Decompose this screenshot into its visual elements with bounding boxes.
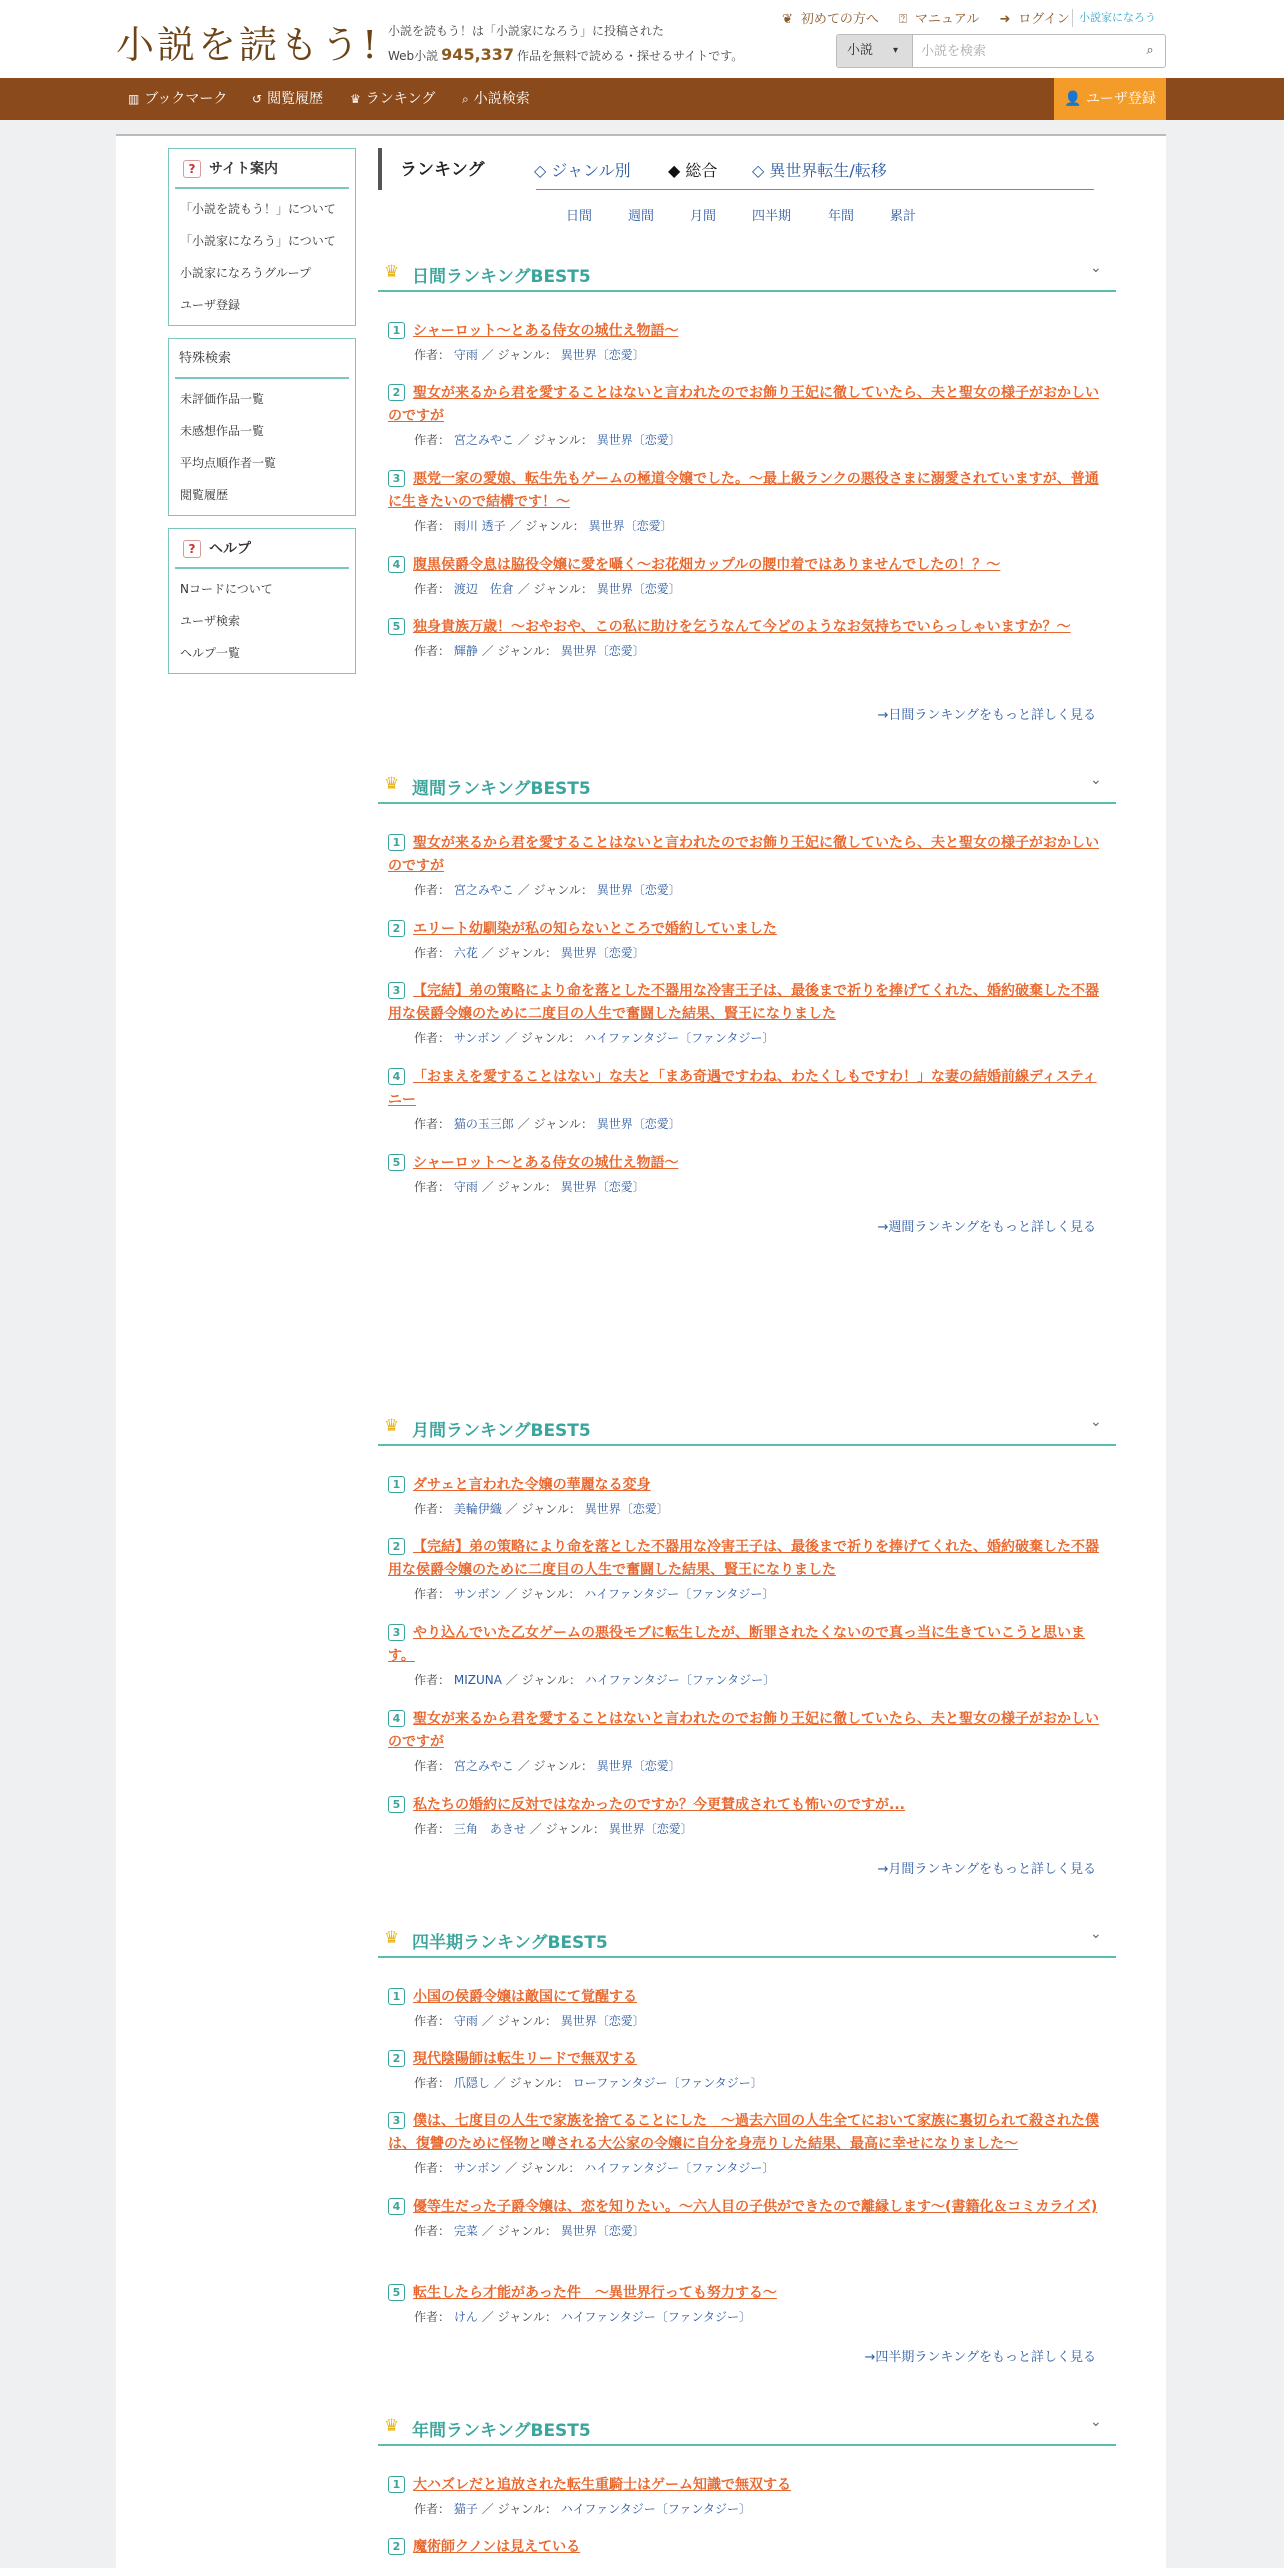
entry-title-link[interactable] <box>388 2536 1108 2559</box>
author-link[interactable]: 宮之みやこ <box>453 1759 514 1773</box>
section-title: 週間ランキングBEST5 <box>412 779 591 799</box>
entry-meta <box>388 1820 1108 1837</box>
diamond-outline-icon: ◇ <box>534 161 547 180</box>
period-total[interactable]: 累計 <box>890 209 917 224</box>
rank-number: 5 <box>388 1796 405 1813</box>
entry-meta <box>388 2012 1108 2029</box>
entry-title: シャーロット〜とある侍女の城仕え物語〜 <box>413 1155 679 1171</box>
genre-link[interactable]: ハイファンタジー〔ファンタジー〕 <box>584 1587 775 1601</box>
genre-label: ／ ジャンル： <box>505 2161 581 2175</box>
entry-meta <box>388 944 1108 961</box>
author-link[interactable]: MIZUNA <box>453 1673 502 1687</box>
quarterly-more-link[interactable]: →四半期ランキングをもっと詳しく見る <box>864 2350 1096 2365</box>
entry-title-link[interactable] <box>388 1066 1108 1112</box>
author-link[interactable]: 輝静 <box>453 644 478 658</box>
section-yearly-header[interactable] <box>378 2410 1116 2446</box>
entry-meta <box>388 1585 1108 1602</box>
chevron-down-icon[interactable]: ⌄ <box>1090 1414 1102 1430</box>
page-title: ランキング <box>400 160 485 180</box>
genre-label: ／ ジャンル： <box>509 519 585 533</box>
novel-count: 945,337 <box>441 45 515 64</box>
beginner-icon: ❦ <box>782 12 793 27</box>
author-label: 作者： <box>414 1759 451 1773</box>
nav-ranking[interactable] <box>350 78 435 120</box>
ranking-entry <box>388 832 1108 898</box>
genre-link[interactable]: 異世界〔恋愛〕 <box>584 1502 669 1516</box>
genre-link[interactable]: ハイファンタジー〔ファンタジー〕 <box>584 1673 776 1687</box>
ranking-entry <box>388 468 1108 534</box>
entry-meta <box>388 346 1108 363</box>
question-icon: ? <box>183 540 201 558</box>
author-label: 作者： <box>414 1180 451 1194</box>
rank-number: 2 <box>388 2050 405 2067</box>
author-label: 作者： <box>414 644 451 658</box>
sidebar-item-about-yomou[interactable]: 「小説を読もう！」について <box>180 202 336 216</box>
rank-number: 4 <box>388 1710 405 1727</box>
entry-title: 【完結】弟の策略により命を落とした不器用な冷害王子は、最後まで祈りを捧げてくれた、婚約破棄した不器用な侯爵令嬢のために二度目の人生で奮闘した結果、賢王になりました <box>388 983 1099 1022</box>
daily-more-link[interactable]: →日間ランキングをもっと詳しく見る <box>877 708 1096 723</box>
author-link[interactable]: 六花 <box>453 946 478 960</box>
site-stats <box>388 45 743 64</box>
author-label: 作者： <box>414 2076 451 2090</box>
ranking-header-bar <box>378 148 382 190</box>
rank-number: 5 <box>388 2284 405 2301</box>
ranking-entry <box>388 1474 1108 1517</box>
ranking-entry <box>388 1066 1108 1132</box>
sidebar-item-register[interactable]: ユーザ登録 <box>180 298 241 312</box>
author-link[interactable]: 渡辺 佐倉 <box>453 582 514 596</box>
author-label: 作者： <box>414 348 451 362</box>
author-link[interactable]: 宮之みやこ <box>453 883 514 897</box>
entry-meta <box>388 2159 1108 2176</box>
entry-title-link[interactable] <box>388 468 1108 514</box>
sidebar-item-avg-score[interactable]: 平均点順作者一覧 <box>180 456 277 470</box>
genre-link[interactable]: ハイファンタジー〔ファンタジー〕 <box>584 1031 775 1045</box>
ranking-entry <box>388 2474 1108 2517</box>
period-quarterly[interactable]: 四半期 <box>752 209 792 224</box>
ranking-entry <box>388 1536 1108 1602</box>
beginner-link-label: 初めての方へ <box>800 12 879 27</box>
entry-title-link[interactable] <box>388 832 1108 878</box>
ranking-entry <box>388 320 1108 363</box>
ranking-entry <box>388 2196 1108 2239</box>
author-link[interactable]: 守雨 <box>453 2014 478 2028</box>
entry-title: 聖女が来るから君を愛することはないと言われたのでお飾り王妃に徹していたら、夫と聖女の様子がおかしいのですが <box>388 385 1099 424</box>
ranking-header <box>378 148 1094 190</box>
rank-number: 2 <box>388 1538 405 1555</box>
entry-meta <box>388 1757 1108 1774</box>
author-link[interactable]: 守雨 <box>453 1180 478 1194</box>
login-link[interactable] <box>1000 12 1078 27</box>
entry-title: 独身貴族万歳！〜おやおや、この私に助けを乞うなんて今どのようなお気持ちでいらっしゃいますか？〜 <box>413 619 1071 635</box>
genre-label: ／ ジャンル： <box>517 433 593 447</box>
ranking-entry <box>388 1708 1108 1774</box>
entry-title-link[interactable] <box>388 980 1108 1026</box>
crown-icon: ♛ <box>384 774 400 794</box>
entry-title-link[interactable] <box>388 1708 1108 1754</box>
ranking-entry <box>388 918 1108 961</box>
ranking-entry <box>388 1622 1108 1688</box>
sidebar-guide <box>168 148 356 326</box>
genre-label: ／ ジャンル： <box>517 582 593 596</box>
rank-number: 1 <box>388 1988 405 2005</box>
rank-number: 1 <box>388 1476 405 1493</box>
genre-label: ／ ジャンル： <box>505 1031 581 1045</box>
author-label: 作者： <box>414 2161 451 2175</box>
genre-label: ／ ジャンル： <box>481 2310 557 2324</box>
stats-suffix: 作品を無料で読める・探せるサイトです。 <box>517 49 744 63</box>
crown-icon: ♛ <box>384 1928 400 1948</box>
stats-prefix: Web小説 <box>388 49 439 63</box>
genre-label: ／ ジャンル： <box>505 1673 582 1687</box>
entry-meta <box>388 1671 1108 1688</box>
genre-link[interactable]: 異世界〔恋愛〕 <box>596 1759 681 1773</box>
site-tagline: 小説を読もう！は「小説家になろう」に投稿された <box>388 24 665 38</box>
entry-title-link[interactable] <box>388 2048 1108 2071</box>
entry-meta <box>388 2222 1108 2239</box>
header-links <box>782 8 1086 27</box>
entry-title-link[interactable] <box>388 1622 1108 1668</box>
site-header <box>0 0 1284 78</box>
genre-link[interactable]: 異世界〔恋愛〕 <box>560 2224 645 2238</box>
ranking-entry <box>388 2110 1108 2176</box>
entry-title: 悪党一家の愛娘、転生先もゲームの極道令嬢でした。〜最上級ランクの悪役さまに溺愛されていますが、普通に生きたいので結構です！〜 <box>388 471 1099 510</box>
author-label: 作者： <box>414 582 451 596</box>
author-link[interactable]: サンボン <box>453 1031 502 1045</box>
entry-title: ダサェと言われた令嬢の華麗なる変身 <box>413 1477 651 1493</box>
section-quarterly-header[interactable] <box>378 1922 1116 1958</box>
sidebar-item-user-search[interactable]: ユーザ検索 <box>180 614 241 628</box>
nav-history[interactable] <box>252 78 323 120</box>
entry-title-link[interactable] <box>388 918 1108 941</box>
author-label: 作者： <box>414 1031 451 1045</box>
author-link[interactable]: サンボン <box>453 2161 502 2175</box>
rank-number: 5 <box>388 618 405 635</box>
entry-title-link[interactable] <box>388 1986 1108 2009</box>
genre-link[interactable]: 異世界〔恋愛〕 <box>560 1180 645 1194</box>
crown-icon: ♛ <box>350 92 361 106</box>
question-icon: ? <box>183 160 201 178</box>
sidebar-help <box>168 528 356 674</box>
crown-icon: ♛ <box>384 1416 400 1436</box>
author-label: 作者： <box>414 519 451 533</box>
history-icon: ↺ <box>252 92 263 106</box>
author-link[interactable]: 雨川 透子 <box>453 519 506 533</box>
entry-title: シャーロット〜とある侍女の城仕え物語〜 <box>413 323 679 339</box>
author-link[interactable]: 宮之みやこ <box>453 433 514 447</box>
entry-title-link[interactable] <box>388 1536 1108 1582</box>
genre-link[interactable]: ハイファンタジー〔ファンタジー〕 <box>560 2310 751 2324</box>
login-link-label: ログイン <box>1018 12 1070 27</box>
genre-label: ／ ジャンル： <box>505 1587 581 1601</box>
question-icon: ⍰ <box>899 12 907 27</box>
entry-meta <box>388 517 1108 534</box>
entry-title: 転生したら才能があった件 ～異世界行っても努力する～ <box>413 2285 777 2301</box>
crown-icon: ♛ <box>384 262 400 282</box>
rank-number: 2 <box>388 920 405 937</box>
beginner-link[interactable] <box>782 12 887 27</box>
weekly-more-link[interactable]: →週間ランキングをもっと詳しく見る <box>877 1220 1096 1235</box>
sidebar-item-group[interactable]: 小説家になろうグループ <box>180 266 312 280</box>
rank-number: 2 <box>388 384 405 401</box>
entry-meta <box>388 881 1108 898</box>
entry-title-link[interactable] <box>388 1474 1108 1497</box>
entry-title-link[interactable] <box>388 1794 1108 1817</box>
genre-label: ／ ジャンル： <box>517 1117 593 1131</box>
site-logo[interactable]: 小説を読もう! <box>116 23 381 67</box>
search-type-select[interactable] <box>837 35 913 67</box>
genre-link[interactable]: 異世界〔恋愛〕 <box>596 433 681 447</box>
bookmark-icon: ▥ <box>128 92 140 106</box>
rank-number: 3 <box>388 1624 405 1641</box>
period-yearly[interactable]: 年間 <box>828 209 855 224</box>
rank-number: 1 <box>388 322 405 339</box>
author-link[interactable]: けん <box>453 2310 478 2324</box>
section-title: 月間ランキングBEST5 <box>412 1421 591 1441</box>
author-label: 作者： <box>414 1822 451 1836</box>
author-link[interactable]: 守雨 <box>453 348 478 362</box>
entry-meta <box>388 431 1108 448</box>
genre-link[interactable]: 異世界〔恋愛〕 <box>560 644 645 658</box>
entry-title-link[interactable] <box>388 616 1108 639</box>
author-label: 作者： <box>414 1673 451 1687</box>
entry-meta <box>388 1500 1108 1517</box>
section-daily-header[interactable] <box>378 256 1116 292</box>
sidebar-item-about-narou[interactable]: 「小説家になろう」について <box>180 234 336 248</box>
sidebar-help-title-text: ヘルプ <box>209 541 251 557</box>
narou-badge[interactable]: 小説家になろう <box>1072 9 1164 27</box>
genre-label: ／ ジャンル： <box>529 1822 605 1836</box>
rank-number: 5 <box>388 1154 405 1171</box>
author-link[interactable]: 猫の玉三郎 <box>453 1117 514 1131</box>
nav-bookmark[interactable] <box>128 78 227 120</box>
nav-history-label: 閲覧履歴 <box>267 91 324 107</box>
search-input[interactable] <box>921 40 1121 62</box>
sidebar-help-title <box>175 529 349 569</box>
rank-number: 3 <box>388 2112 405 2129</box>
rank-number: 4 <box>388 556 405 573</box>
entry-meta <box>388 2308 1108 2325</box>
register-button[interactable] <box>1054 78 1166 120</box>
nav-search-label: 小説検索 <box>473 91 530 107</box>
ranking-entry <box>388 2282 1108 2325</box>
genre-link[interactable]: ハイファンタジー〔ファンタジー〕 <box>560 2502 751 2516</box>
entry-title: 優等生だった子爵令嬢は、恋を知りたい。～六人目の子供ができたので離縁します～(書籍化＆コミカライズ) <box>413 2199 1098 2215</box>
ranking-entry <box>388 1794 1108 1837</box>
ranking-entry <box>388 382 1108 448</box>
sidebar-guide-title-text: サイト案内 <box>209 161 279 177</box>
ranking-entry <box>388 2536 1108 2559</box>
entry-title: 私たちの婚約に反対ではなかったのですか？今更賛成されても怖いのですが... <box>413 1797 905 1813</box>
nav-ranking-label: ランキング <box>365 91 436 107</box>
genre-link[interactable]: 異世界〔恋愛〕 <box>596 1117 681 1131</box>
entry-title-link[interactable] <box>388 320 1108 343</box>
entry-title: 小国の侯爵令嬢は敵国にて覚醒する <box>413 1989 637 2005</box>
genre-link[interactable]: ローファンタジー〔ファンタジー〕 <box>572 2076 763 2090</box>
entry-title-link[interactable] <box>388 382 1108 428</box>
entry-title: やり込んでいた乙女ゲームの悪役モブに転生したが、断罪されたくないので真っ当に生きていこうと思います。 <box>388 1625 1085 1664</box>
sidebar-item-unrated[interactable]: 未評価作品一覧 <box>180 392 265 406</box>
author-label: 作者： <box>414 2014 451 2028</box>
chevron-down-icon[interactable]: ⌄ <box>1090 2414 1102 2430</box>
author-label: 作者： <box>414 946 451 960</box>
sidebar-item-history[interactable]: 閲覧履歴 <box>180 488 229 502</box>
search-box <box>836 34 1166 68</box>
rank-number: 3 <box>388 470 405 487</box>
ranking-entry <box>388 980 1108 1046</box>
tab-isekai-label: 異世界転生/転移 <box>769 161 887 180</box>
genre-link[interactable]: 異世界〔恋愛〕 <box>608 1822 693 1836</box>
author-label: 作者： <box>414 2310 451 2324</box>
sidebar-special-title: 特殊検索 <box>175 339 349 379</box>
chevron-down-icon[interactable]: ⌄ <box>1090 1926 1102 1942</box>
genre-label: ／ ジャンル： <box>481 1180 557 1194</box>
author-label: 作者： <box>414 1502 451 1516</box>
genre-link[interactable]: 異世界〔恋愛〕 <box>596 582 681 596</box>
genre-label: ／ ジャンル： <box>481 348 557 362</box>
tab-isekai[interactable] <box>752 158 887 181</box>
sidebar-guide-title <box>175 149 349 189</box>
ranking-entry <box>388 554 1108 597</box>
rank-number: 3 <box>388 982 405 999</box>
global-nav <box>0 78 1284 120</box>
search-icon[interactable]: ⌕ <box>1146 43 1154 58</box>
rank-number: 1 <box>388 834 405 851</box>
entry-title: 聖女が来るから君を愛することはないと言われたのでお飾り王妃に徹していたら、夫と聖女の様子がおかしいのですが <box>388 835 1099 874</box>
rank-number: 1 <box>388 2476 405 2493</box>
entry-meta <box>388 1115 1108 1132</box>
entry-title-link[interactable] <box>388 2282 1108 2305</box>
author-label: 作者： <box>414 883 451 897</box>
tab-overall[interactable] <box>668 158 717 181</box>
diamond-filled-icon: ◆ <box>668 161 681 180</box>
entry-title: 腹黒侯爵令息は脇役令嬢に愛を囁く～お花畑カップルの腰巾着ではありませんでしたの！？～ <box>413 557 1001 573</box>
ranking-entry <box>388 1986 1108 2029</box>
search-icon: ⌕ <box>462 92 469 106</box>
sidebar-special <box>168 338 356 516</box>
nav-bookmark-label: ブックマーク <box>144 91 228 107</box>
genre-link[interactable]: 異世界〔恋愛〕 <box>596 883 681 897</box>
user-icon: 👤 <box>1064 91 1086 107</box>
manual-link[interactable] <box>899 12 987 27</box>
author-link[interactable]: 美輪伊織 <box>453 1502 502 1516</box>
author-link[interactable]: 猫子 <box>453 2502 478 2516</box>
monthly-more-link[interactable]: →月間ランキングをもっと詳しく見る <box>877 1862 1096 1877</box>
genre-label: ／ ジャンル： <box>517 883 593 897</box>
chevron-down-icon[interactable]: ⌄ <box>1090 260 1102 276</box>
entry-title-link[interactable] <box>388 1152 1108 1175</box>
diamond-outline-icon: ◇ <box>752 161 765 180</box>
author-link[interactable]: 三角 あきせ <box>453 1822 526 1836</box>
crown-icon: ♛ <box>384 2416 400 2436</box>
sidebar-item-help[interactable]: ヘルプ一覧 <box>180 646 241 660</box>
search-type-label: 小説 <box>847 43 874 58</box>
genre-label: ／ ジャンル： <box>481 2224 557 2238</box>
entry-title: 魔術師クノンは見えている <box>413 2539 581 2555</box>
entry-meta <box>388 2074 1108 2091</box>
genre-label: ／ ジャンル： <box>481 2014 557 2028</box>
sidebar-item-no-comment[interactable]: 未感想作品一覧 <box>180 424 265 438</box>
sidebar-item-ncode[interactable]: Nコードについて <box>180 582 273 596</box>
genre-label: ／ ジャンル： <box>481 946 557 960</box>
genre-link[interactable]: 異世界〔恋愛〕 <box>560 946 645 960</box>
entry-title: 聖女が来るから君を愛することはないと言われたのでお飾り王妃に徹していたら、夫と聖女の様子がおかしいのですが <box>388 1711 1099 1750</box>
entry-title: 「おまえを愛することはない」な夫と「まあ奇遇ですわね、わたくしもですわ！」な妻の結婚前線ディスティニー <box>388 1069 1097 1108</box>
tab-genre[interactable] <box>534 158 631 181</box>
genre-link[interactable]: ハイファンタジー〔ファンタジー〕 <box>584 2161 775 2175</box>
entry-meta <box>388 580 1108 597</box>
section-monthly-header[interactable] <box>378 1410 1116 1446</box>
genre-link[interactable]: 異世界〔恋愛〕 <box>588 519 673 533</box>
manual-link-label: マニュアル <box>914 12 980 27</box>
author-label: 作者： <box>414 2224 451 2238</box>
author-label: 作者： <box>414 1117 451 1131</box>
author-label: 作者： <box>414 2502 451 2516</box>
rank-number: 4 <box>388 2198 405 2215</box>
entry-title: 大ハズレだと追放された転生重騎士はゲーム知識で無双する <box>413 2477 791 2493</box>
genre-label: ／ ジャンル： <box>517 1759 593 1773</box>
entry-meta <box>388 642 1108 659</box>
nav-search[interactable] <box>462 78 530 120</box>
chevron-down-icon: ▾ <box>893 45 899 56</box>
genre-label: ／ ジャンル： <box>505 1502 581 1516</box>
author-link[interactable]: 完菜 <box>453 2224 478 2238</box>
tab-genre-label: ジャンル別 <box>551 161 631 180</box>
entry-title-link[interactable] <box>388 2474 1108 2497</box>
rank-number: 4 <box>388 1068 405 1085</box>
rank-number: 2 <box>388 2538 405 2555</box>
section-weekly-header[interactable] <box>378 768 1116 804</box>
ranking-entry <box>388 616 1108 659</box>
ranking-entry <box>388 2048 1108 2091</box>
author-link[interactable]: 爪隠し <box>453 2076 490 2090</box>
tabs-underline <box>536 189 1094 190</box>
entry-title: 【完結】弟の策略により命を落とした不器用な冷害王子は、最後まで祈りを捧げてくれた、婚約破棄した不器用な侯爵令嬢のために二度目の人生で奮闘した結果、賢王になりました <box>388 1539 1099 1578</box>
entry-title-link[interactable] <box>388 554 1108 577</box>
entry-meta <box>388 2500 1108 2517</box>
tab-overall-label: 総合 <box>685 161 718 180</box>
genre-label: ／ ジャンル： <box>481 2502 557 2516</box>
entry-title-link[interactable] <box>388 2110 1108 2156</box>
entry-meta <box>388 1178 1108 1195</box>
author-label: 作者： <box>414 1587 451 1601</box>
period-daily[interactable]: 日間 <box>566 209 593 224</box>
section-title: 年間ランキングBEST5 <box>412 2421 591 2441</box>
section-title: 日間ランキングBEST5 <box>412 267 591 287</box>
genre-link[interactable]: 異世界〔恋愛〕 <box>560 348 645 362</box>
genre-label: ／ ジャンル： <box>493 2076 569 2090</box>
period-monthly[interactable]: 月間 <box>690 209 717 224</box>
section-title: 四半期ランキングBEST5 <box>412 1933 608 1953</box>
entry-title: 僕は、七度目の人生で家族を捨てることにした ～過去六回の人生全てにおいて家族に裏切られて殺された僕は、復讐のために怪物と噂される大公家の令嬢に自分を身売りした結果、最高に幸せになりました～ <box>388 2113 1099 2152</box>
ranking-entry <box>388 1152 1108 1195</box>
chevron-down-icon[interactable]: ⌄ <box>1090 772 1102 788</box>
entry-title: エリート幼馴染が私の知らないところで婚約していました <box>413 921 777 937</box>
login-icon: ➜ <box>999 12 1011 27</box>
entry-title-link[interactable] <box>388 2196 1108 2219</box>
genre-label: ／ ジャンル： <box>481 644 557 658</box>
entry-title: 現代陰陽師は転生リードで無双する <box>413 2051 637 2067</box>
register-label: ユーザ登録 <box>1085 91 1156 107</box>
genre-link[interactable]: 異世界〔恋愛〕 <box>560 2014 645 2028</box>
author-link[interactable]: サンボン <box>453 1587 502 1601</box>
period-weekly[interactable]: 週間 <box>628 209 655 224</box>
author-label: 作者： <box>414 433 451 447</box>
entry-meta <box>388 1029 1108 1046</box>
